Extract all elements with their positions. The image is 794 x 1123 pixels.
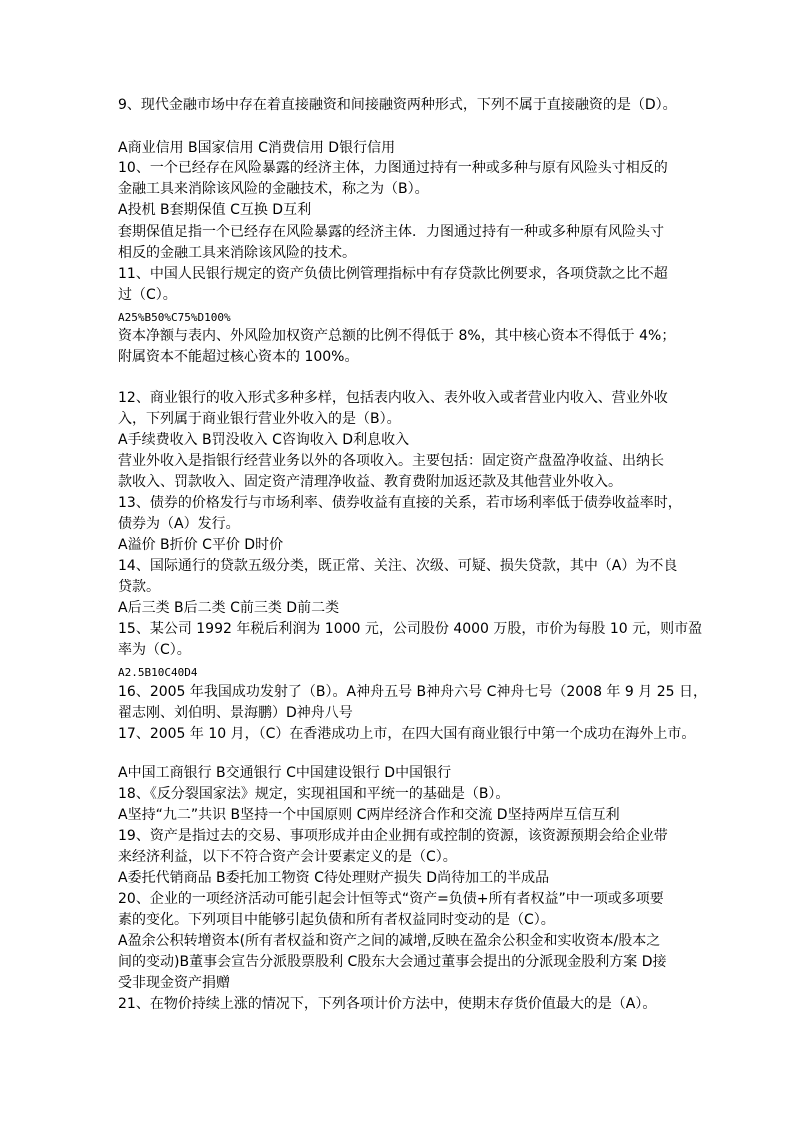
question-15: 15、某公司 1992 年税后利润为 1000 元，公司股份 4000 万股，市价为每股 10 元，则市盈 bbox=[118, 621, 703, 637]
question-9: 9、现代金融市场中存在着直接融资和间接融资两种形式，下列不属于直接融资的是（D）。 bbox=[118, 97, 677, 113]
question-16-cont: 翟志刚、刘伯明、景海鹏）D神舟八号 bbox=[118, 705, 353, 721]
question-12-cont: 入，下列属于商业银行营业外收入的是（B）。 bbox=[118, 411, 401, 427]
question-11-cont: 过（C）。 bbox=[118, 287, 177, 303]
question-13-cont: 债券为（A）发行。 bbox=[118, 516, 240, 532]
options-17: A中国工商银行 B交通银行 C中国建设银行 D中国银行 bbox=[118, 765, 452, 781]
question-10-cont: 金融工具来消除该风险的金融技术，称之为（B）。 bbox=[118, 181, 429, 197]
options-20-end: 受非现金资产捐赠 bbox=[118, 975, 230, 991]
options-11: A25%B50%C75%D100% bbox=[118, 311, 231, 324]
question-19-cont: 来经济利益，以下不符合资产会计要素定义的是（C）。 bbox=[118, 849, 457, 865]
explanation-11: 资本净额与表内、外风险加权资产总额的比例不得低于 8%，其中核心资本不得低于 4%； bbox=[118, 328, 676, 344]
question-21: 21、在物价持续上涨的情况下，下列各项计价方法中，使期末存货价值最大的是（A）。 bbox=[118, 996, 657, 1012]
options-15: A2.5B10C40D4 bbox=[118, 666, 198, 679]
question-10: 10、一个已经存在风险暴露的经济主体，力图通过持有一种或多种与原有风险头寸相反的 bbox=[118, 160, 668, 176]
options-13: A溢价 B折价 C平价 D时价 bbox=[118, 537, 284, 553]
question-16: 16、2005 年我国成功发射了（B）。A神舟五号 B神舟六号 C神舟七号（2008 年 9 月 25 日， bbox=[118, 684, 707, 700]
question-20-cont: 素的变化。下列项目中能够引起负债和所有者权益同时变动的是（C）。 bbox=[118, 912, 555, 928]
options-18: A坚持“九二”共识 B坚持一个中国原则 C两岸经济合作和交流 D坚持两岸互信互利 bbox=[118, 807, 620, 823]
question-12: 12、商业银行的收入形式多种多样，包括表内收入、表外收入或者营业内收入、营业外收 bbox=[118, 390, 668, 406]
question-14: 14、国际通行的贷款五级分类，既正常、关注、次级、可疑、损失贷款，其中（A）为不良 bbox=[118, 558, 678, 574]
options-12: A手续费收入 B罚没收入 C咨询收入 D利息收入 bbox=[118, 432, 410, 448]
options-14: A后三类 B后二类 C前三类 D前二类 bbox=[118, 600, 340, 616]
question-19: 19、资产是指过去的交易、事项形成并由企业拥有或控制的资源，该资源预期会给企业带 bbox=[118, 828, 668, 844]
question-17: 17、2005 年 10 月，（C）在香港成功上市，在四大国有商业银行中第一个成功在海外上市。 bbox=[118, 726, 696, 742]
question-20: 20、企业的一项经济活动可能引起会计恒等式“资产=负债+所有者权益”中一项或多项要 bbox=[118, 891, 664, 907]
explanation-11-cont: 附属资本不能超过核心资本的 100%。 bbox=[118, 349, 359, 365]
options-10: A投机 B套期保值 C互换 D互利 bbox=[118, 202, 312, 218]
explanation-12: 营业外收入是指银行经营业务以外的各项收入。主要包括：固定资产盘盈净收益、出纳长 bbox=[118, 453, 664, 469]
explanation-10-cont: 相反的金融工具来消除该风险的技术。 bbox=[118, 245, 356, 261]
options-20-cont: 间的变动)B董事会宣告分派股票股利 C股东大会通过董事会提出的分派现金股利方案 D接 bbox=[118, 954, 667, 970]
options-19: A委托代销商品 B委托加工物资 C待处理财产损失 D尚待加工的半成品 bbox=[118, 870, 550, 886]
question-18: 18、《反分裂国家法》规定，实现祖国和平统一的基础是（B）。 bbox=[118, 786, 510, 802]
explanation-10: 套期保值足指一个已经存在风险暴露的经济主体．力图通过持有一种或多种原有风险头寸 bbox=[118, 224, 664, 240]
question-15-cont: 率为（C）。 bbox=[118, 642, 191, 658]
question-13: 13、债券的价格发行与市场利率、债券收益有直接的关系，若市场利率低于债券收益率时， bbox=[118, 495, 682, 511]
options-20: A盈余公积转增资本(所有者权益和资产之间的减增,反映在盈余公积金和实收资本/股本之 bbox=[118, 933, 661, 949]
question-14-cont: 贷款。 bbox=[118, 579, 160, 595]
options-9: A商业信用 B国家信用 C消费信用 D银行信用 bbox=[118, 140, 396, 156]
explanation-12-cont: 款收入、罚款收入、固定资产清理净收益、教育费附加返还款及其他营业外收入。 bbox=[118, 474, 622, 490]
question-11: 11、中国人民银行规定的资产负债比例管理指标中有存贷款比例要求，各项贷款之比不超 bbox=[118, 266, 668, 282]
